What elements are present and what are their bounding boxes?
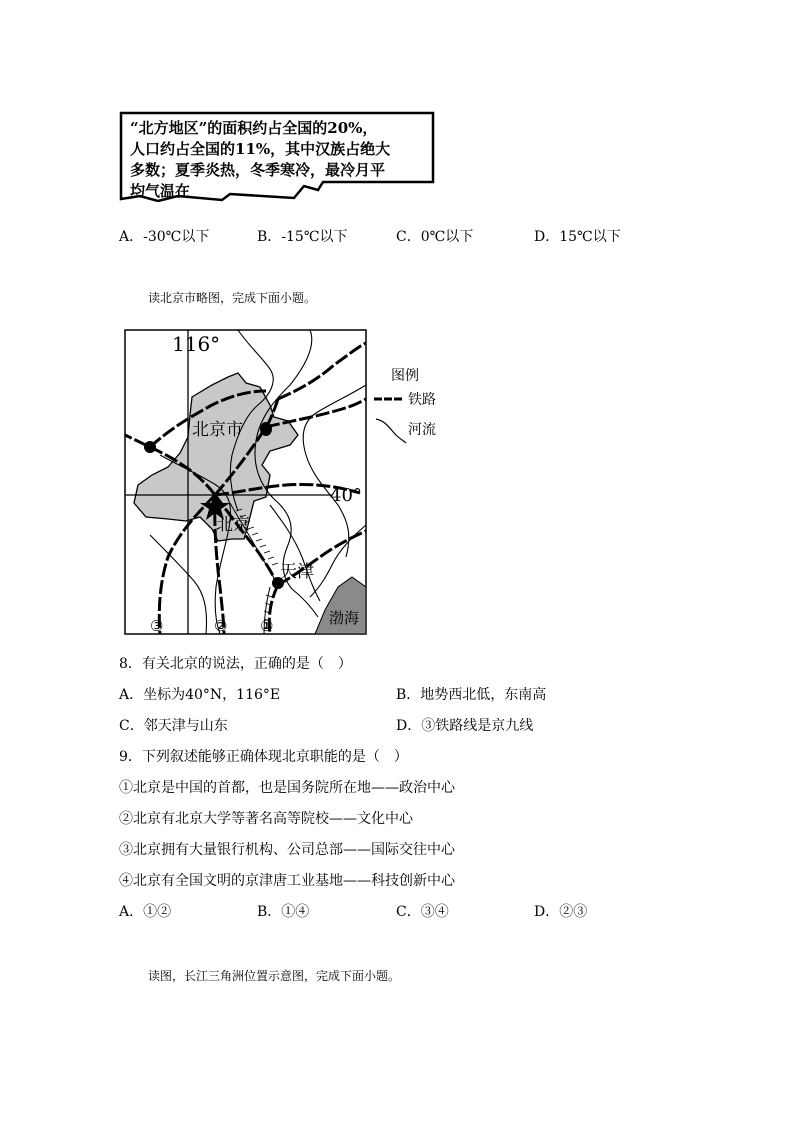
q9-option-a: A．①② bbox=[119, 904, 172, 920]
q8-option-a: A．坐标为40°N，116°E bbox=[119, 687, 281, 703]
q7-option-c: C．0℃以下 bbox=[396, 229, 474, 245]
railway-label-3: ③ bbox=[150, 617, 164, 635]
q8-option-c: C．邻天津与山东 bbox=[119, 718, 228, 734]
callout-line-1: “北方地区”的面积约占全国的20%， bbox=[130, 119, 378, 137]
map-intro: 读北京市略图，完成下面小题。 bbox=[148, 291, 317, 305]
railway-label-1: ① bbox=[260, 617, 274, 635]
tianjin-label: 天津 bbox=[280, 562, 314, 582]
q9-option-c: C．③④ bbox=[396, 904, 449, 920]
beijing-label: 北京 bbox=[216, 515, 250, 535]
q8-stem: 8．有关北京的说法，正确的是（ ） bbox=[119, 656, 352, 672]
legend-river-label: 河流 bbox=[408, 422, 436, 438]
q9-statement-4: ④北京有全国文明的京津唐工业基地——科技创新中心 bbox=[119, 873, 455, 889]
city-dot-west bbox=[144, 441, 156, 453]
q7-option-d: D．15℃以下 bbox=[534, 229, 621, 245]
q9-option-d: D．②③ bbox=[534, 904, 588, 920]
q9-statement-1: ①北京是中国的首都，也是国务院所在地——政治中心 bbox=[119, 780, 455, 796]
next-intro: 读图，长江三角洲位置示意图，完成下面小题。 bbox=[148, 969, 401, 983]
q8-option-d: D．③铁路线是京九线 bbox=[396, 718, 534, 734]
q8-option-b: B．地势西北低，东南高 bbox=[396, 687, 547, 703]
bohai-label: 渤海 bbox=[329, 609, 360, 627]
q7-option-a: A．-30℃以下 bbox=[119, 229, 210, 245]
legend-railway-label: 铁路 bbox=[408, 392, 436, 408]
city-dot-north bbox=[260, 422, 272, 436]
legend-river-symbol bbox=[376, 419, 406, 443]
q7-option-b: B．-15℃以下 bbox=[257, 229, 348, 245]
railway-label-2: ② bbox=[214, 617, 228, 635]
callout-line-3: 多数；夏季炎热，冬季寒冷，最冷月平 bbox=[130, 161, 386, 179]
q9-stem: 9．下列叙述能够正确体现北京职能的是（ ） bbox=[119, 749, 408, 765]
beijing-city-label: 北京市 bbox=[192, 420, 243, 440]
q9-statement-2: ②北京有北京大学等著名高等院校——文化中心 bbox=[119, 811, 413, 827]
beijing-map bbox=[120, 325, 450, 640]
meridian-label: 116° bbox=[172, 332, 221, 356]
q9-option-b: B．①④ bbox=[257, 904, 310, 920]
callout-line-4: 均气温在 bbox=[130, 182, 191, 200]
legend-title: 图例 bbox=[391, 368, 419, 384]
callout-box bbox=[118, 110, 436, 202]
parallel-label: 40° bbox=[330, 485, 362, 506]
callout-line-2: 人口约占全国的11%，其中汉族占绝大 bbox=[130, 140, 391, 158]
map-legend bbox=[374, 368, 436, 443]
q9-statement-3: ③北京拥有大量银行机构、公司总部——国际交往中心 bbox=[119, 842, 455, 858]
